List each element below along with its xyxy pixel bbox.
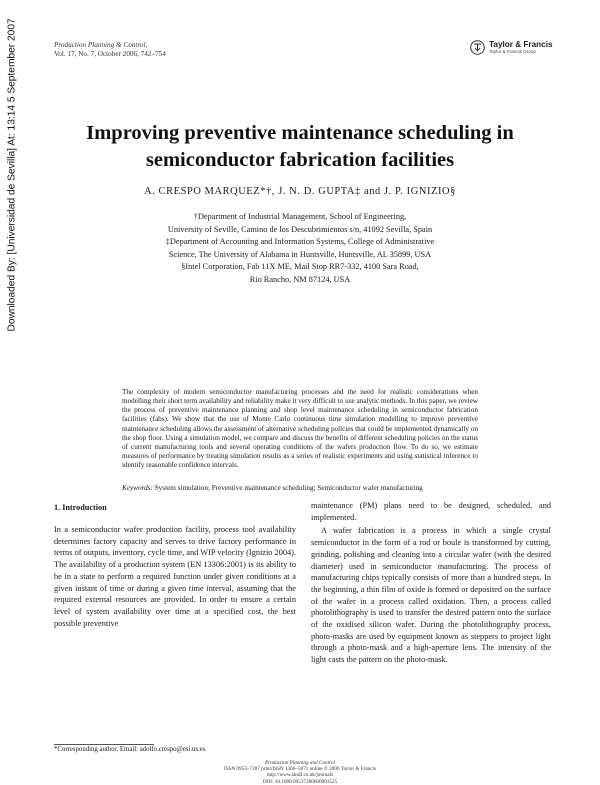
keywords-label: Keywords:	[122, 484, 153, 492]
keywords	[122, 484, 478, 493]
affiliations	[100, 211, 500, 287]
body-column-left	[54, 524, 296, 629]
author-list: A. CRESPO MARQUEZ*†, J. N. D. GUPTA‡ and J. P. IGNIZIO§	[144, 186, 456, 197]
footnote-divider	[54, 744, 154, 745]
abstract: The complexity of modern semiconductor manufacturing processes and the need for realistic considerations when modelling their short term availability and reliability make it very difficult to use analytic methods. In this paper, we review the process of preventive maintenance planning and shop level maintenance scheduling in semiconductor fabrication facilities (fabs). We show that the use of Monte Carlo continuous time simulation modelling to improve preventive maintenance scheduling allows the assessment of alternative scheduling policies that could be implemented dynamically on the shop floor. Using a simulation model, we compare and discuss the benefits of different scheduling policies on the status of current manufacturing tools and several operating conditions of the wafers production flow. To do so, we estimate measures of performance by treating simulation results as a series of realistic experiments and using statistical inference to identify reasonable confidence intervals.	[122, 388, 478, 470]
journal-header	[54, 41, 166, 59]
download-watermark: Downloaded By: [Universidad de Sevilla] At: 13:14 5 September 2007	[6, 18, 18, 332]
affiliation-line: §Intel Corporation, Fab 11X ME, Mail Stop RR7-332, 4100 Sara Road,	[181, 262, 419, 272]
body-paragraph: maintenance (PM) plans need to be designed, scheduled, and implemented.	[311, 501, 551, 522]
paper-title	[60, 120, 540, 174]
journal-volume: Vol. 17, No. 7, October 2006, 742–754	[54, 50, 166, 58]
title-line-2: semiconductor fabrication facilities	[145, 149, 455, 171]
footnote: *Corresponding author. Email: adolfo.crespo@esi.us.es	[54, 746, 206, 753]
footer-journal: Production Planning and Control	[265, 760, 335, 766]
publisher-emblem-icon	[470, 40, 485, 55]
affiliation-line: †Department of Industrial Management, School of Engineering,	[193, 212, 407, 221]
body-column-right	[311, 500, 551, 666]
title-line-1: Improving preventive maintenance scheduling in	[86, 122, 514, 144]
affiliation-line: Rio Rancho, NM 87124, USA	[249, 274, 351, 284]
publisher-group: Taylor & Francis Group	[489, 49, 536, 54]
affiliation-line: ‡Department of Accounting and Information Systems, College of Administrative	[165, 237, 435, 247]
keywords-text: System simulation; Preventive maintenance scheduling; Semiconductor wafer manufacturing	[154, 484, 423, 492]
page-footer	[160, 760, 440, 785]
journal-name: Production Planning & Control,	[54, 41, 148, 49]
footer-doi: DOI: 10.1080/09537280600901525	[262, 778, 338, 785]
affiliation-line: University of Seville, Camino de los Descubrimientos s/n, 41092 Sevilla, Spain	[167, 224, 433, 234]
section-heading: 1. Introduction	[54, 503, 107, 512]
affiliation-line: Science, The University of Alabama in Huntsville, Huntsville, AL 35899, USA	[168, 249, 432, 259]
body-paragraph: A wafer fabrication is a process in which a single crystal semiconductor in the form of a rod or boule is transformed by cutting, grinding, polishing and cleaning into a circular wafer (with the desired diameter) used in semiconductor manufacturing. The process of manufacturing chips typically consists of more than a hundred steps. In the beginning, a thin film of oxide is formed or deposited on the surface of the wafer in a process called oxidation. Then, a process called photolithography is used to transfer the desired pattern onto the surface of the oxidised silicon wafer. During the photolithography process, photo-masks are used by equipment known as steppers to project light through a photo-mask and a high-aperture lens. The intensity of the light casts the pattern on the photo-mask.	[311, 526, 551, 665]
body-paragraph: In a semiconductor wafer production facility, process tool availability determines factory capacity and serves to drive factory performance in terms of outputs, inventory, cycle time, and WIP velocity (Ignizio 2004). The availability of a production system (EN 13306:2001) is its ability to be in a state to perform a required function under given conditions at a given instant of time or during a given time interval, assuming that the required external resources are provided. In order to ensure a certain level of system availability over time at a specified cost, the best possible preventive	[54, 525, 296, 628]
publisher-logo	[470, 40, 553, 55]
footer-issn: ISSN 0953–7287 print/ISSN 1366–5871 online © 2006 Taylor & Francis	[223, 766, 377, 773]
publisher-name: Taylor & Francis	[489, 40, 553, 49]
footer-url: http://www.tandf.co.uk/journals	[266, 772, 334, 779]
